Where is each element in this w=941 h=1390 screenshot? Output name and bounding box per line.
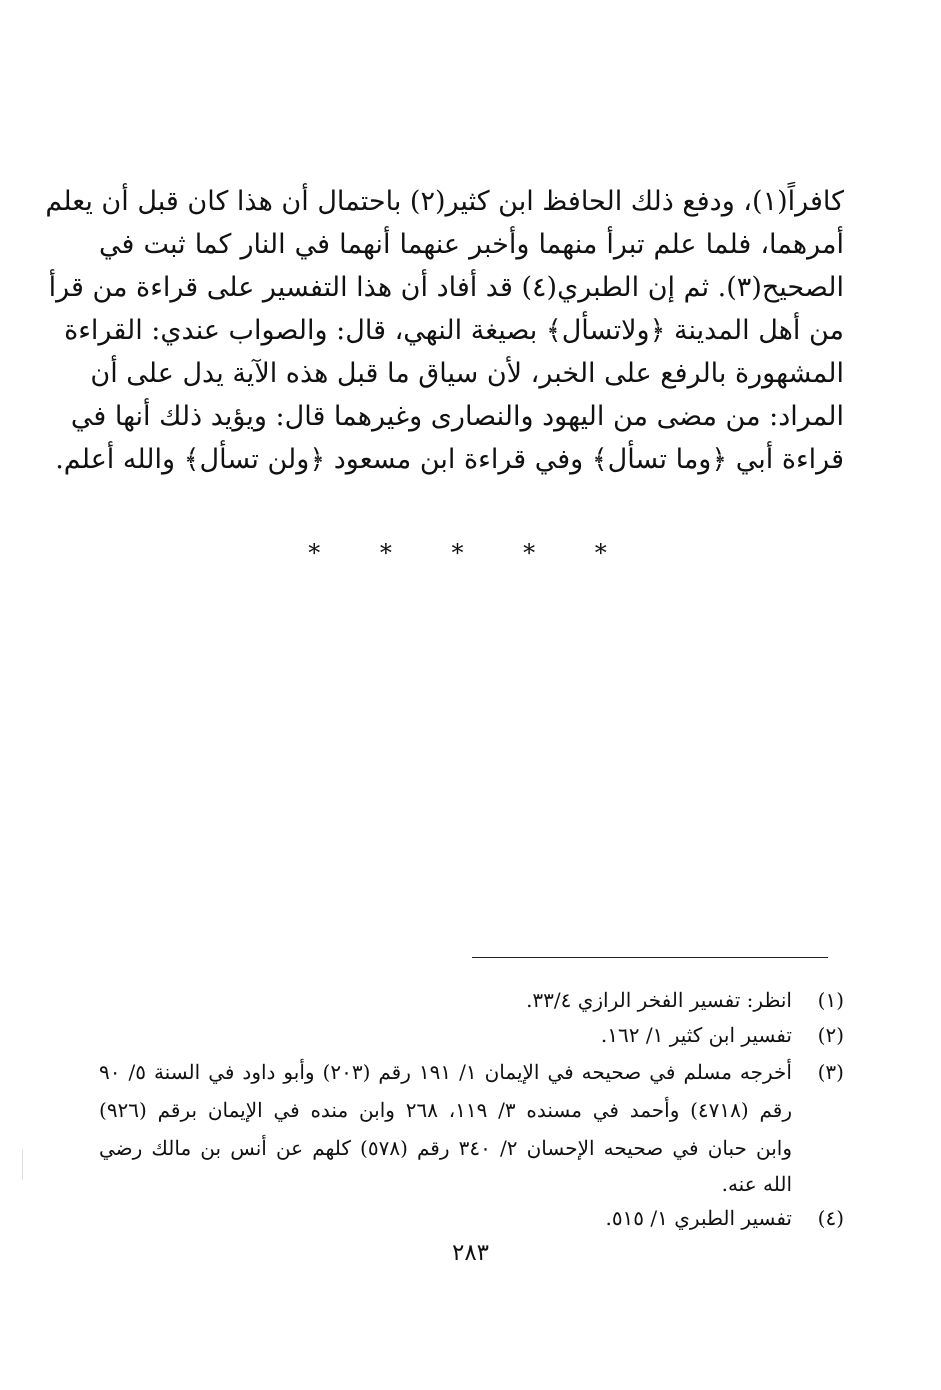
footnote-2-number: (٢): [817, 1023, 844, 1047]
footnote-1: [99, 982, 844, 1018]
body-line-6: المراد: من مضى من اليهود والنصارى وغيرهما قال: ويؤيد ذلك أنها في: [70, 401, 844, 432]
footnote-4: [99, 1200, 844, 1236]
body-line-7: قراءة أبي ﴿وما تسأل﴾ وفي قراءة ابن مسعود ﴿ولن تسأل﴾ والله أعلم.: [55, 444, 844, 475]
scan-edge-mark: [22, 1150, 23, 1180]
body-line-3: الصحيح(٣). ثم إن الطبري(٤) قد أفاد أن هذا التفسير على قراءة من قرأ: [48, 272, 844, 303]
body-line-4: من أهل المدينة ﴿ولاتسأل﴾ بصيغة النهي، قال: والصواب عندي: القراءة: [64, 315, 844, 346]
footnote-3-text-line-1: أخرجه مسلم في صحيحه في الإيمان ١/ ١٩١ رقم (٢٠٣) وأبو داود في السنة ٥/ ٩٠: [99, 1060, 792, 1084]
page-number: ٢٨٣: [451, 1240, 490, 1266]
body-line-5: المشهورة بالرفع على الخبر، لأن سياق ما قبل هذه الآية يدل على أن: [90, 358, 844, 389]
footnote-1-text: انظر: تفسير الفخر الرازي ٣٣/٤.: [526, 988, 792, 1012]
footnote-3-number: (٣): [817, 1060, 844, 1084]
footnote-2: [99, 1017, 844, 1053]
footnote-4-number: (٤): [817, 1206, 844, 1230]
section-separator: * * * * *: [308, 539, 633, 567]
body-line-2: أمرهما، فلما علم تبرأ منهما وأخبر عنهما أنهما في النار كما ثبت في: [99, 229, 844, 260]
footnote-1-number: (١): [817, 988, 844, 1012]
footnote-3: [99, 1054, 844, 1090]
footnote-4-text: تفسير الطبري ١/ ٥١٥.: [605, 1206, 792, 1230]
body-line-1: كافراً(١)، ودفع ذلك الحافظ ابن كثير(٢) باحتمال أن هذا كان قبل أن يعلم: [45, 186, 844, 217]
footnote-3-line-2: رقم (٤٧١٨) وأحمد في مسنده ٣/ ١١٩، ٢٦٨ وابن منده في الإيمان برقم (٩٢٦): [99, 1098, 792, 1122]
footnote-3-line-3: وابن حبان في صحيحه الإحسان ٢/ ٣٤٠ رقم (٥٧٨) كلهم عن أنس بن مالك رضي: [99, 1136, 792, 1160]
footnote-2-text: تفسير ابن كثير ١/ ١٦٢.: [600, 1023, 792, 1047]
footnote-3-line-4: الله عنه.: [721, 1172, 792, 1196]
footnote-rule: [472, 957, 828, 958]
